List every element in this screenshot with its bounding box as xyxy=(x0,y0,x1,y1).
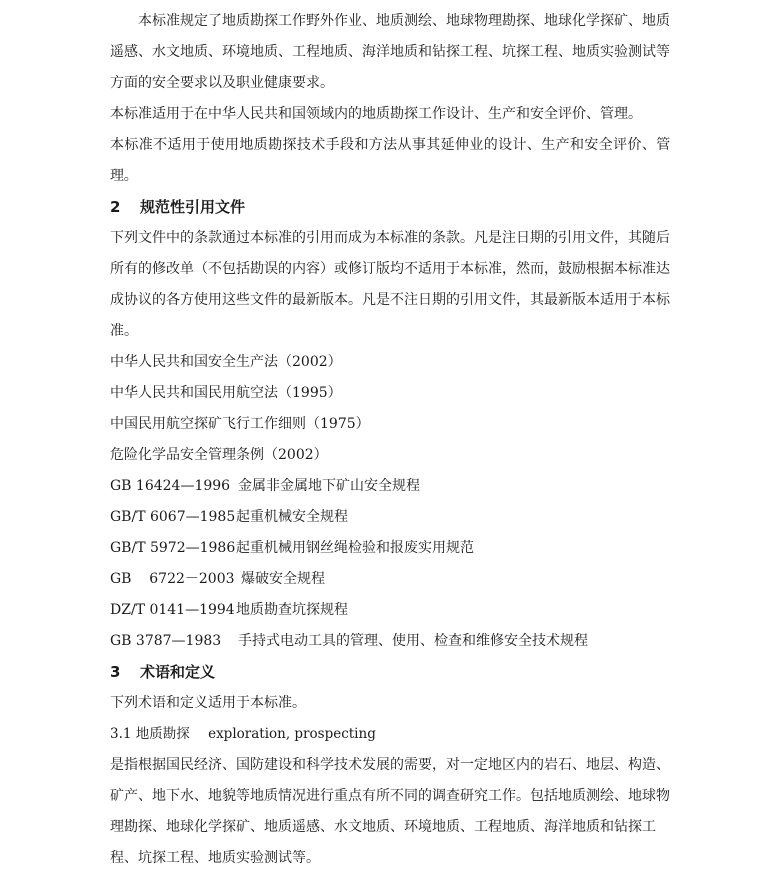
standard-title: 起重机械安全规程 xyxy=(236,509,348,525)
law-item: 中华人民共和国安全生产法（2002） xyxy=(110,354,342,370)
section-2-number: 2 xyxy=(110,198,121,216)
standard-item xyxy=(110,564,670,595)
standard-item xyxy=(110,595,670,626)
term-english: exploration, prospecting xyxy=(208,726,376,742)
standard-item xyxy=(110,626,670,657)
section-3-title: 术语和定义 xyxy=(140,663,216,681)
standard-code: GB/T 5972—1986 xyxy=(110,540,236,556)
standard-item xyxy=(110,533,670,564)
standard-item xyxy=(110,502,670,533)
standard-title: 起重机械用钢丝绳检验和报废实用规范 xyxy=(236,540,474,556)
section-3-heading xyxy=(110,657,670,688)
section-2-title: 规范性引用文件 xyxy=(140,198,246,216)
scope-paragraph-3: 本标准不适用于使用地质勘探技术手段和方法从事其延伸业的设计、生产和安全评价、管理。 xyxy=(110,137,670,184)
section-2-intro: 下列文件中的条款通过本标准的引用而成为本标准的条款。凡是注日期的引用文件，其随后所有的修改单（不包括勘误的内容）或修订版均不适用于本标准，然而，鼓励根据本标准达成协议的各方使用这些文件的最新版本。凡是不注日期的引用文件，其最新版本适用于本标准。 xyxy=(110,230,670,339)
standard-code: GB 6722－2003 xyxy=(110,571,235,587)
term-chinese: 地质勘探 xyxy=(135,726,190,742)
law-item: 危险化学品安全管理条例（2002） xyxy=(110,447,328,463)
standard-item xyxy=(110,471,670,502)
term-number: 3.1 xyxy=(110,726,132,742)
term-entry xyxy=(110,719,670,750)
section-3-number: 3 xyxy=(110,663,121,681)
section-2-heading xyxy=(110,192,670,223)
law-item: 中华人民共和国民用航空法（1995） xyxy=(110,385,342,401)
standard-code: DZ/T 0141—1994 xyxy=(110,602,235,618)
term-definition: 是指根据国民经济、国防建设和科学技术发展的需要，对一定地区内的岩石、地层、构造、矿产、地下水、地貌等地质情况进行重点有所不同的调查研究工作。包括地质测绘、地球物理勘探、地球化学探矿、地质遥感、水文地质、环境地质、工程地质、海洋地质和钻探工程、坑探工程、地质实验测试等。 xyxy=(110,757,670,866)
standard-code: GB 3787—1983 xyxy=(110,633,222,649)
standard-title: 地质勘查坑探规程 xyxy=(236,602,348,618)
scope-paragraph-1: 本标准规定了地质勘探工作野外作业、地质测绘、地球物理勘探、地球化学探矿、地质遥感、水文地质、环境地质、工程地质、海洋地质和钻探工程、坑探工程、地质实验测试等方面的安全要求以及职业健康要求。 xyxy=(110,13,670,91)
standard-title: 手持式电动工具的管理、使用、检查和维修安全技术规程 xyxy=(238,633,588,649)
standard-code: GB/T 6067—1985 xyxy=(110,509,236,525)
document-page xyxy=(110,6,670,874)
standard-title: 爆破安全规程 xyxy=(241,571,325,587)
scope-paragraph-2: 本标准适用于在中华人民共和国领域内的地质勘探工作设计、生产和安全评价、管理。 xyxy=(110,106,642,122)
section-3-intro: 下列术语和定义适用于本标准。 xyxy=(110,695,306,711)
standard-code: GB 16424—1996 xyxy=(110,478,231,494)
law-item: 中国民用航空探矿飞行工作细则（1975） xyxy=(110,416,370,432)
standard-title: 金属非金属地下矿山安全规程 xyxy=(238,478,420,494)
